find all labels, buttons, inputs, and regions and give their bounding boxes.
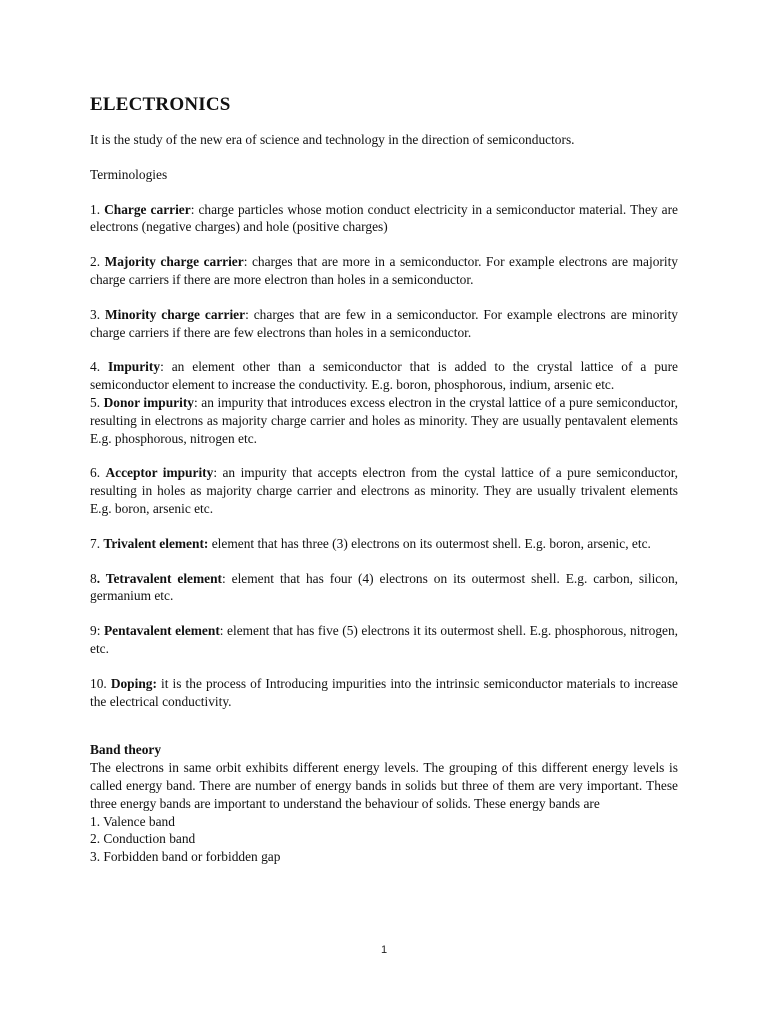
term-name: Charge carrier [104,201,191,217]
term-definition: : charges that are few in a semiconductor. For example electrons are minority charge carriers if there are few electrons than holes in a semiconductor. [90,306,678,340]
list-item: 2. Conduction band [90,831,196,847]
term-name: Doping: [110,675,157,691]
document-page [90,93,678,866]
term-definition: it is the process of Introducing impurities into the intrinsic semiconductor materials to increase the electrical conductivity. [90,675,678,709]
term-item [90,464,678,517]
term-number: 10. [90,675,111,691]
band-theory-heading: Band theory [90,742,162,758]
term-number: 9: [90,623,104,639]
term-number: 8 [90,570,97,586]
term-definition: : charge particles whose motion conduct electricity in a semiconductor material. They are electrons (negative charges) and hole (positive charges) [90,201,678,235]
term-name: Donor impurity [103,394,194,410]
term-name: Trivalent element: [103,535,209,551]
term-name: Impurity [107,359,161,375]
term-item [90,253,678,289]
term-number: 1. [90,201,105,217]
term-name: Majority charge carrier [104,254,244,270]
term-item [90,675,678,711]
term-definition: : an element other than a semiconductor that is added to the crystal lattice of a pure semiconductor element to increase the conductivity. E.g. boron, phosphorous, indium, arsenic etc. [90,359,679,393]
term-definition: : charges that are more in a semiconductor. For example electrons are majority charge carriers if there are more electron than holes in a semiconductor. [90,254,678,287]
terminologies-heading: Terminologies [90,166,168,182]
term-definition: : element that has four (4) electrons on its outermost shell. E.g. carbon, silicon, germanium etc. [90,570,678,604]
list-item: 3. Forbidden band or forbidden gap [90,849,281,865]
term-item [90,622,678,658]
term-item [90,358,678,394]
term-name: Acceptor impurity [105,465,214,481]
term-number: 3. [90,306,106,322]
term-name: . Tetravalent element [96,570,222,586]
term-number: 7. [90,535,104,551]
term-definition: element that has three (3) electrons on its outermost shell. E.g. boron, arsenic, etc. [208,535,651,551]
term-item [90,201,678,237]
term-name: Pentavalent element [103,623,220,639]
term-number: 2. [90,254,105,270]
term-number: 4. [90,359,108,375]
term-number: 6. [90,465,106,481]
term-name: Minority charge carrier [105,306,246,322]
page-number: 1 [380,944,388,956]
term-item [90,306,678,342]
term-item [90,570,678,606]
term-definition: : an impurity that accepts electron from the cystal lattice of a pure semiconductor, resulting in holes as majority charge carrier and electrons as minority. They are usually trivalent elements E.g. boron, arsenic etc. [90,465,678,516]
term-definition: : element that has five (5) electrons it its outermost shell. E.g. phosphorous, nitrogen, etc. [90,623,679,656]
term-definition: : an impurity that introduces excess electron in the crystal lattice of a pure semiconductor, resulting in electrons as majority charge carrier and holes as minority. They are usually pentavalent elements E.g. phosphorous, nitrogen etc. [90,394,678,446]
band-theory-paragraph: The electrons in same orbit exhibits different energy levels. The grouping of this different energy levels is called energy band. There are number of energy bands in solids but three of them are very important. These three energy bands are important to understand the behaviour of solids. These energy bands are [90,760,678,811]
term-item [90,535,678,553]
list-item: 1. Valence band [90,813,175,829]
term-number: 5. [90,394,104,410]
term-item [90,394,678,447]
document-title: ELECTRONICS [90,94,231,115]
intro-paragraph: It is the study of the new era of science and technology in the direction of semiconductors. [90,132,575,147]
